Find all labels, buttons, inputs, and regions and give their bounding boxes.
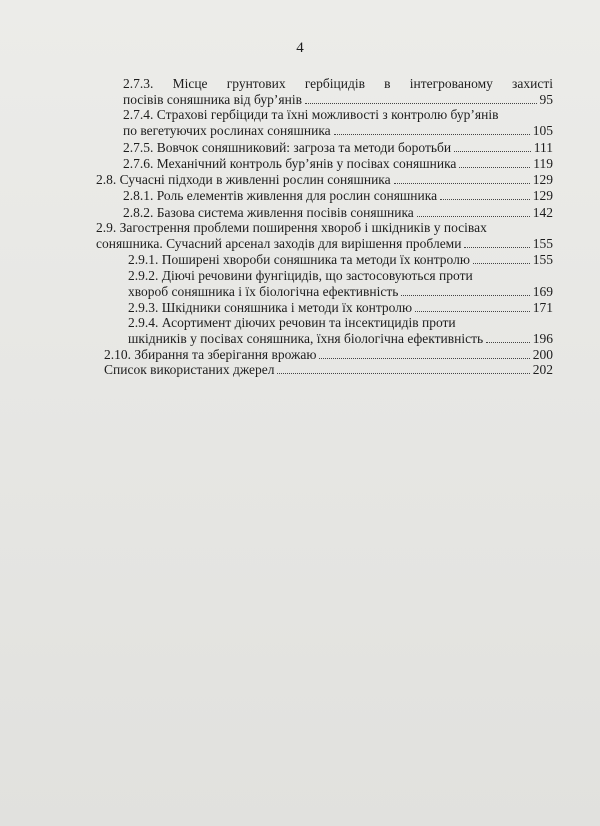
dot-leader [486,342,530,343]
toc-entry-page: 202 [532,362,553,377]
toc-entry [123,156,553,172]
toc-entry-title: 2.9.1. Поширені хвороби соняшника та методи їх контролю [128,252,470,267]
toc-entry [96,172,553,188]
toc-entry [96,236,553,252]
toc-entry-page: 95 [539,92,553,107]
toc-entry [123,205,553,221]
toc-entry-page: 171 [532,300,553,315]
toc-entry-page: 200 [532,347,553,362]
dot-leader [464,247,529,248]
toc-entry-page: 155 [532,252,553,267]
toc-entry-title: посівів соняшника від бур’янів [123,92,302,107]
toc-entry-page: 105 [532,123,553,138]
dot-leader [277,373,529,374]
dot-leader [394,183,530,184]
dot-leader [440,199,530,200]
toc-entry-page: 142 [532,205,553,220]
toc-entry-page: 129 [532,188,553,203]
toc-entry-page: 119 [533,156,553,171]
toc-entry-page: 196 [532,331,553,346]
toc-entry [128,284,553,300]
toc-entry-title: 2.9.3. Шкідники соняшника і методи їх контролю [128,300,413,315]
toc-entry-title: хвороб соняшника і їх біологічна ефективність [128,284,399,299]
toc-entry [128,300,553,316]
toc-entry-title: 2.10. Збирання та зберігання врожаю [104,347,317,362]
toc-entry [104,347,553,363]
page-number: 4 [296,40,304,56]
toc-entry-page: 111 [533,140,553,155]
toc-entry [104,362,553,378]
toc-entry [123,123,553,139]
toc-entry-line: 2.9.4. Асортимент діючих речовин та інсектицидів проти [128,315,456,330]
dot-leader [473,263,530,264]
toc-entry [123,188,553,204]
dot-leader [334,134,530,135]
toc-entry-title: соняшника. Сучасний арсенал заходів для вирішення проблеми [96,236,462,251]
dot-leader [417,216,530,217]
dot-leader [415,311,530,312]
toc-entry-title: Список використаних джерел [104,362,275,377]
toc-entry-line: 2.7.4. Страхові гербіциди та їхні можливості з контролю бур’янів [123,107,499,122]
toc-entry-title: по вегетуючих рослинах соняшника [123,123,331,138]
toc-entry [128,252,553,268]
toc-entry [123,140,553,156]
toc-entry [128,331,553,347]
dot-leader [454,151,531,152]
dot-leader [459,167,530,168]
toc-entry-title: 2.7.5. Вовчок соняшниковий: загроза та методи боротьби [123,140,452,155]
toc-entry-title: 2.8.1. Роль елементів живлення для рослин соняшника [123,188,438,203]
toc-entry-title: шкідників у посівах соняшника, їхня біологічна ефективність [128,331,484,346]
dot-leader [305,103,537,104]
dot-leader [319,358,529,359]
toc-entry-line: 2.7.3. Місце грунтових гербіцидів в інтегрованому захисті [123,76,553,91]
toc-entry-line: 2.9. Загострення проблеми поширення хвороб і шкідників у посівах [96,220,487,235]
toc-entry-title: 2.8.2. Базова система живлення посівів соняшника [123,205,414,220]
toc-entry-title: 2.8. Сучасні підходи в живленні рослин соняшника [96,172,391,187]
toc-entry-title: 2.7.6. Механічний контроль бур’янів у посівах соняшника [123,156,457,171]
dot-leader [401,295,529,296]
toc-entry-line: 2.9.2. Діючі речовини фунгіцидів, що застосовуються проти [128,268,473,283]
toc-entry [123,92,553,108]
toc-entry-page: 169 [532,284,553,299]
toc-entry-page: 155 [532,236,553,251]
toc-entry-page: 129 [532,172,553,187]
